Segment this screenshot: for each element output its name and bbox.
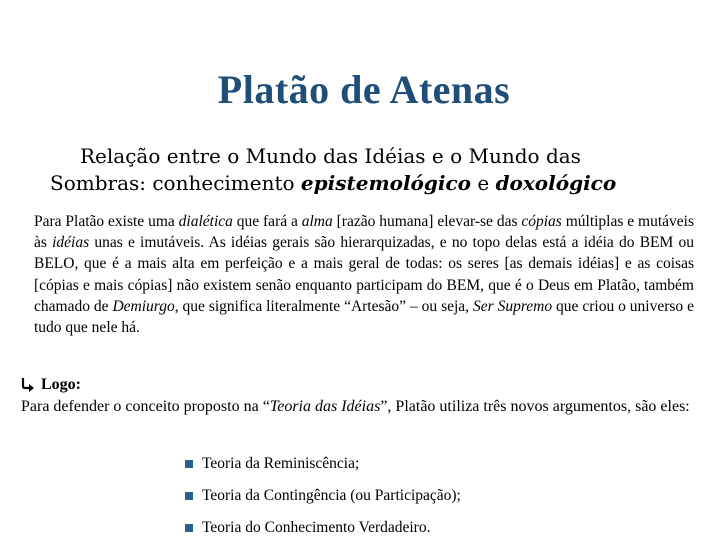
para-emphasis-copias: cópias: [521, 213, 562, 230]
curved-arrow-icon: [21, 377, 35, 393]
list-item-label: Teoria do Conhecimento Verdadeiro.: [202, 519, 431, 536]
para-text-5: unas e imutáveis. As idéias gerais são hierarquizadas, e no topo delas está a idéia do BEM ou BELO, que é a mais alta em perfeição e a mais geral de todas: os seres [as demais idéias] e as coisas [cópias e mais cópias] não existem senão enquanto participam do BEM, que é o Deus em Platão, também chamado de: [34, 234, 694, 315]
list-item: [185, 448, 461, 480]
subtitle-connector: e: [471, 171, 496, 195]
subtitle-term-epistemologico: epistemológico: [300, 171, 471, 195]
intro-text-1: Para defender o conceito proposto na “: [21, 398, 270, 415]
argument-list: [185, 448, 461, 544]
square-bullet-icon: [185, 460, 193, 468]
list-item: [185, 512, 461, 544]
intro-emphasis-teoria: Teoria das Idéias: [269, 398, 381, 415]
body-paragraph: [34, 211, 694, 338]
para-text-4: múltiplas e mutáveis às: [34, 213, 694, 252]
subtitle-line-2: [50, 170, 690, 197]
para-text-2: que fará a: [232, 213, 302, 230]
slide-subtitle: [50, 143, 690, 197]
intro-text-2: ”, Platão utiliza três novos argumentos, são eles:: [380, 398, 690, 415]
para-emphasis-demiurgo: Demiurgo: [112, 297, 175, 315]
square-bullet-icon: [185, 524, 193, 532]
square-bullet-icon: [185, 492, 193, 500]
para-text-1: Para Platão existe uma: [34, 213, 179, 230]
para-text-3: [razão humana] elevar-se das: [332, 213, 522, 230]
subtitle-line-2-text: Sombras: conhecimento: [50, 171, 301, 195]
para-emphasis-dialetica: dialética: [178, 213, 233, 230]
para-emphasis-alma: alma: [301, 213, 333, 230]
logo-label: Logo:: [41, 376, 81, 393]
para-text-6: , que significa literalmente “Artesão” – ou seja,: [174, 297, 473, 315]
para-emphasis-ideias: idéias: [52, 234, 90, 252]
logo-heading: [21, 376, 81, 394]
subtitle-line-1: Relação entre o Mundo das Idéias e o Mundo das: [80, 144, 581, 168]
intro-paragraph: [21, 396, 701, 418]
slide-title: Platão de Atenas: [217, 67, 511, 112]
list-item-label: Teoria da Contingência (ou Participação);: [202, 487, 461, 504]
para-text-7: que criou o universo e tudo que nele há.: [34, 297, 694, 337]
list-item: [185, 480, 461, 512]
subtitle-term-doxologico: doxológico: [495, 171, 617, 195]
list-item-label: Teoria da Reminiscência;: [202, 455, 360, 472]
para-emphasis-ser-supremo: Ser Supremo: [472, 297, 553, 315]
